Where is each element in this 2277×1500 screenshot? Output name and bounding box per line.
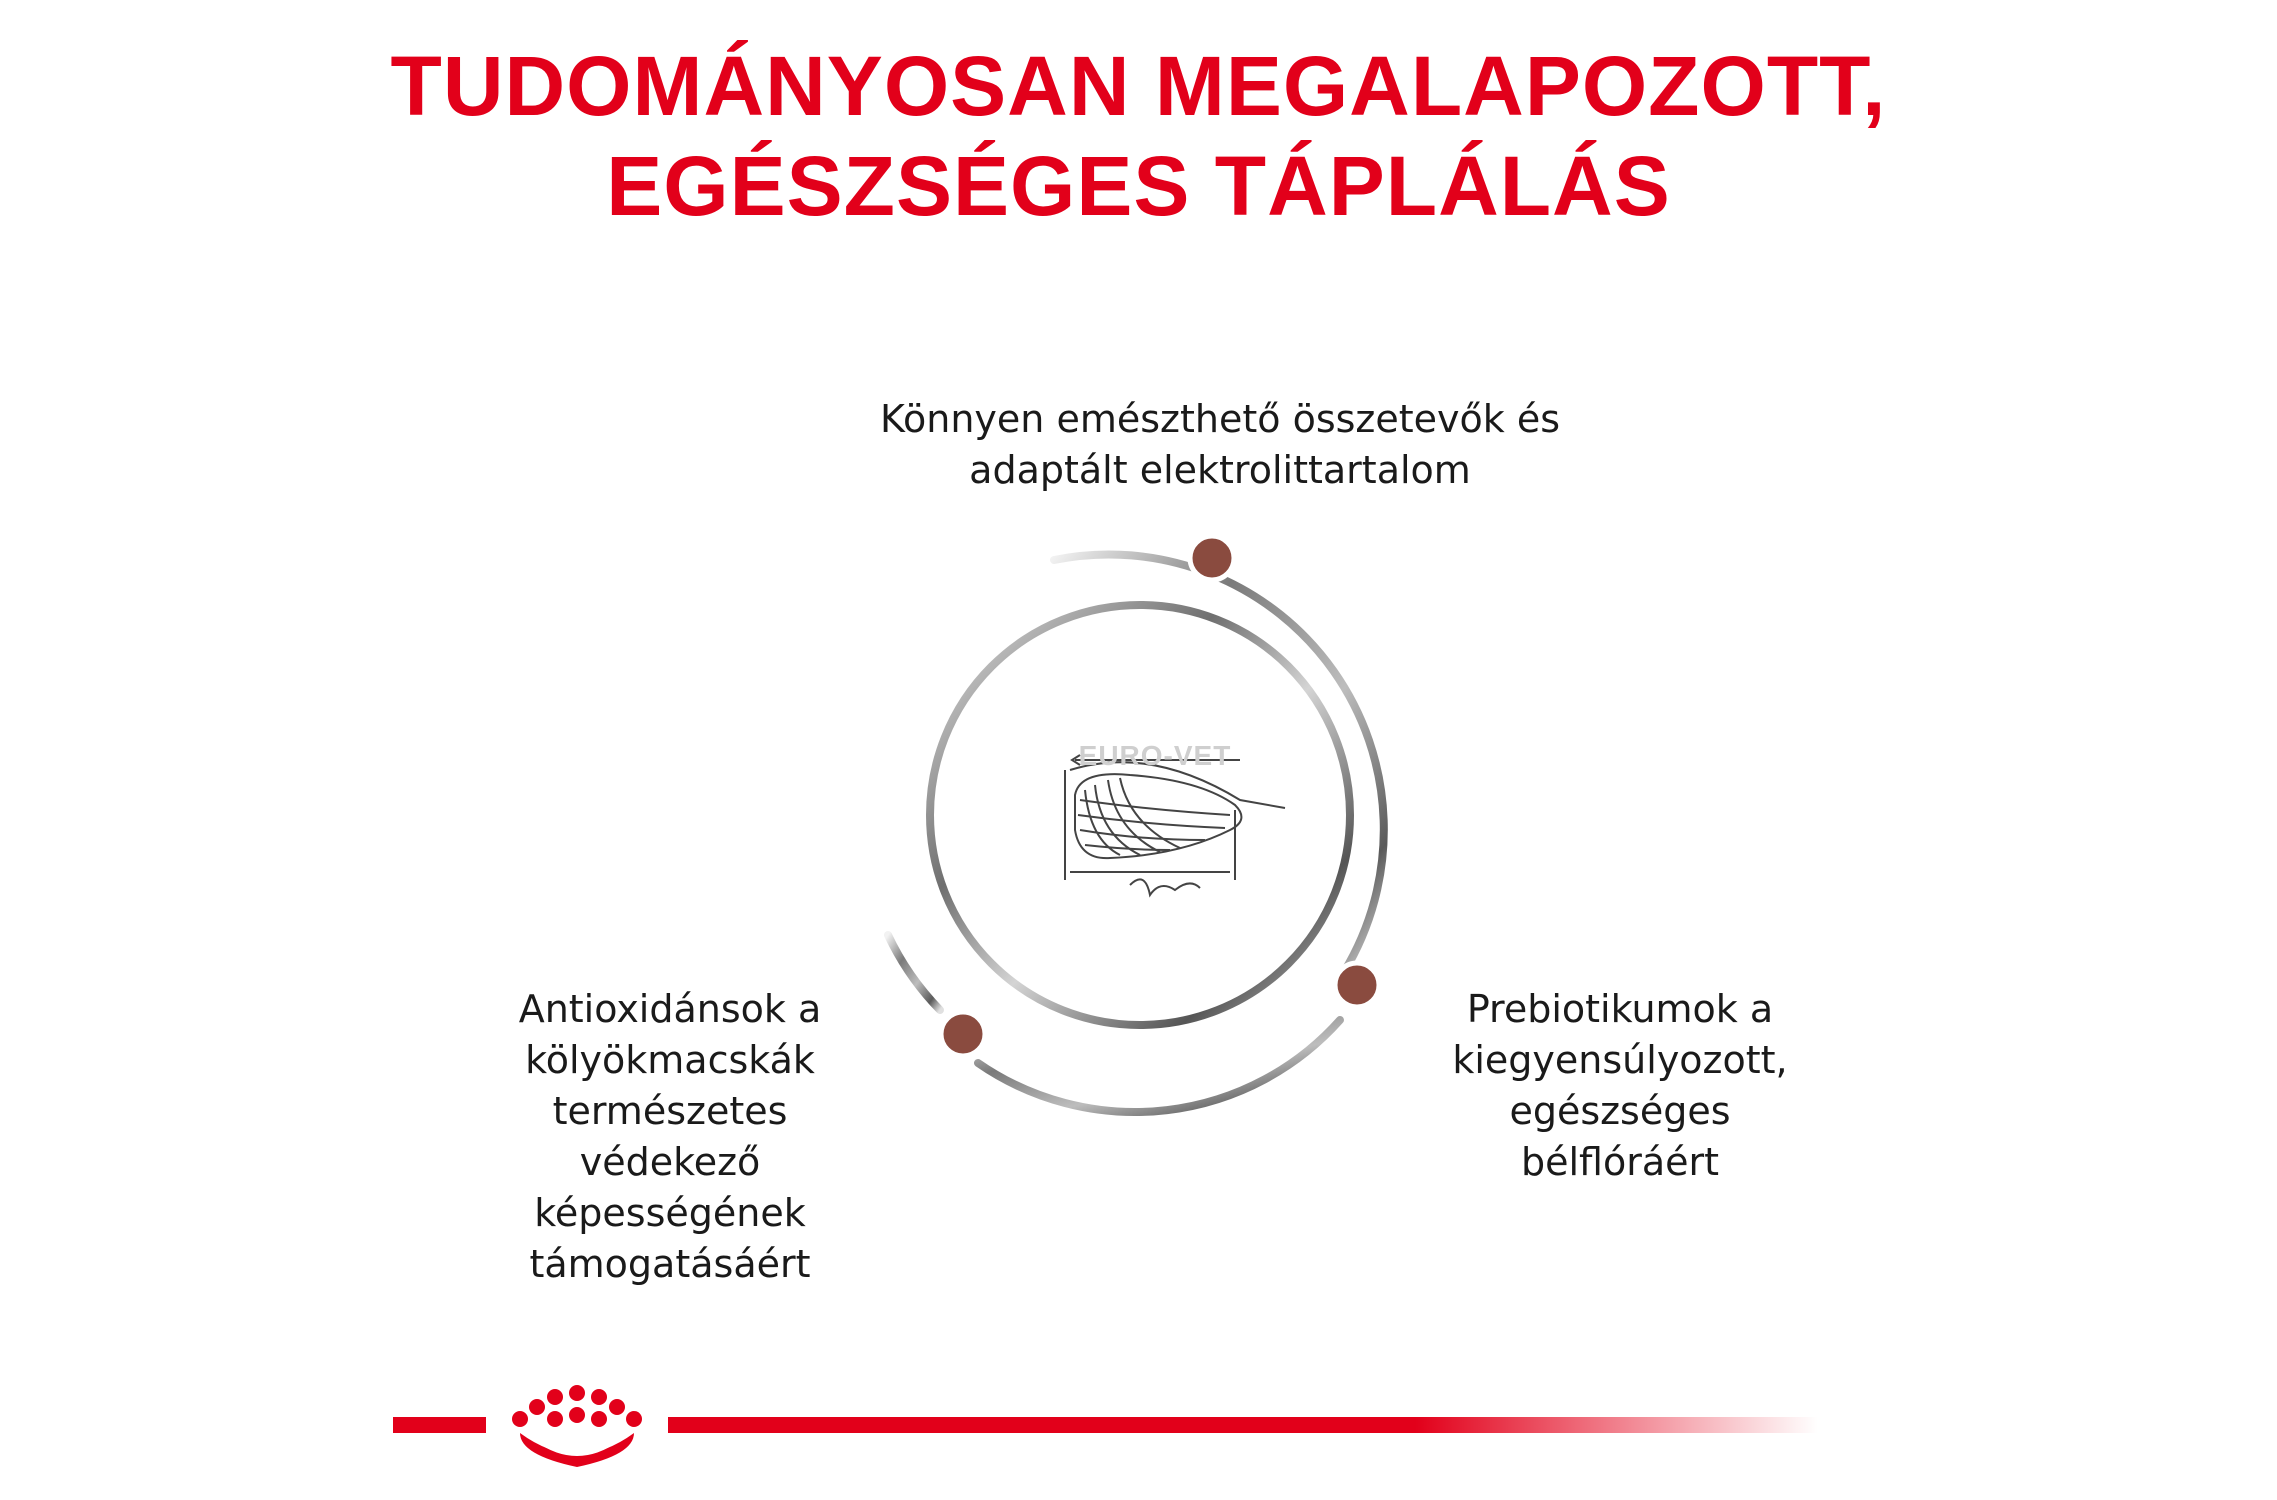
outer-arc-left-tail — [888, 935, 940, 1010]
feature-left-line-5: képességének — [534, 1191, 806, 1235]
feature-top-line-2: adaptált elektrolittartalom — [969, 448, 1471, 492]
feature-left-line-4: védekező — [579, 1140, 761, 1184]
title-line-1: TUDOMÁNYOSAN MEGALAPOZOTT, — [390, 39, 1887, 133]
feature-left-line-3: természetes — [552, 1089, 788, 1133]
feature-left-line-2: kölyökmacskák — [525, 1038, 815, 1082]
footer-brand-bar — [0, 1375, 2277, 1475]
feature-right-line-1: Prebiotikumok a — [1466, 987, 1774, 1031]
royal-crown-logo — [512, 1385, 642, 1467]
feature-dot-left — [941, 1012, 985, 1056]
footer-bar-left — [393, 1417, 486, 1433]
feature-right-line-3: egészséges — [1509, 1089, 1731, 1133]
title-line-2: EGÉSZSÉGES TÁPLÁLÁS — [606, 139, 1671, 233]
feature-left-line-1: Antioxidánsok a — [518, 987, 822, 1031]
feature-right-line-4: bélflóráért — [1520, 1140, 1720, 1184]
watermark-text: EURO-VET — [1078, 740, 1232, 771]
inner-ring — [930, 605, 1350, 1025]
feature-dot-right — [1335, 963, 1379, 1007]
feature-left-line-6: támogatásáért — [529, 1242, 811, 1286]
kibble-sketch-icon — [1065, 755, 1285, 895]
footer-bar-right — [668, 1417, 1818, 1433]
outer-arc-bottom — [978, 1020, 1340, 1112]
feature-top-line-1: Könnyen emészthető összetevők és — [879, 397, 1561, 441]
feature-right-line-2: kiegyensúlyozott, — [1452, 1038, 1788, 1082]
feature-dot-top — [1190, 536, 1234, 580]
